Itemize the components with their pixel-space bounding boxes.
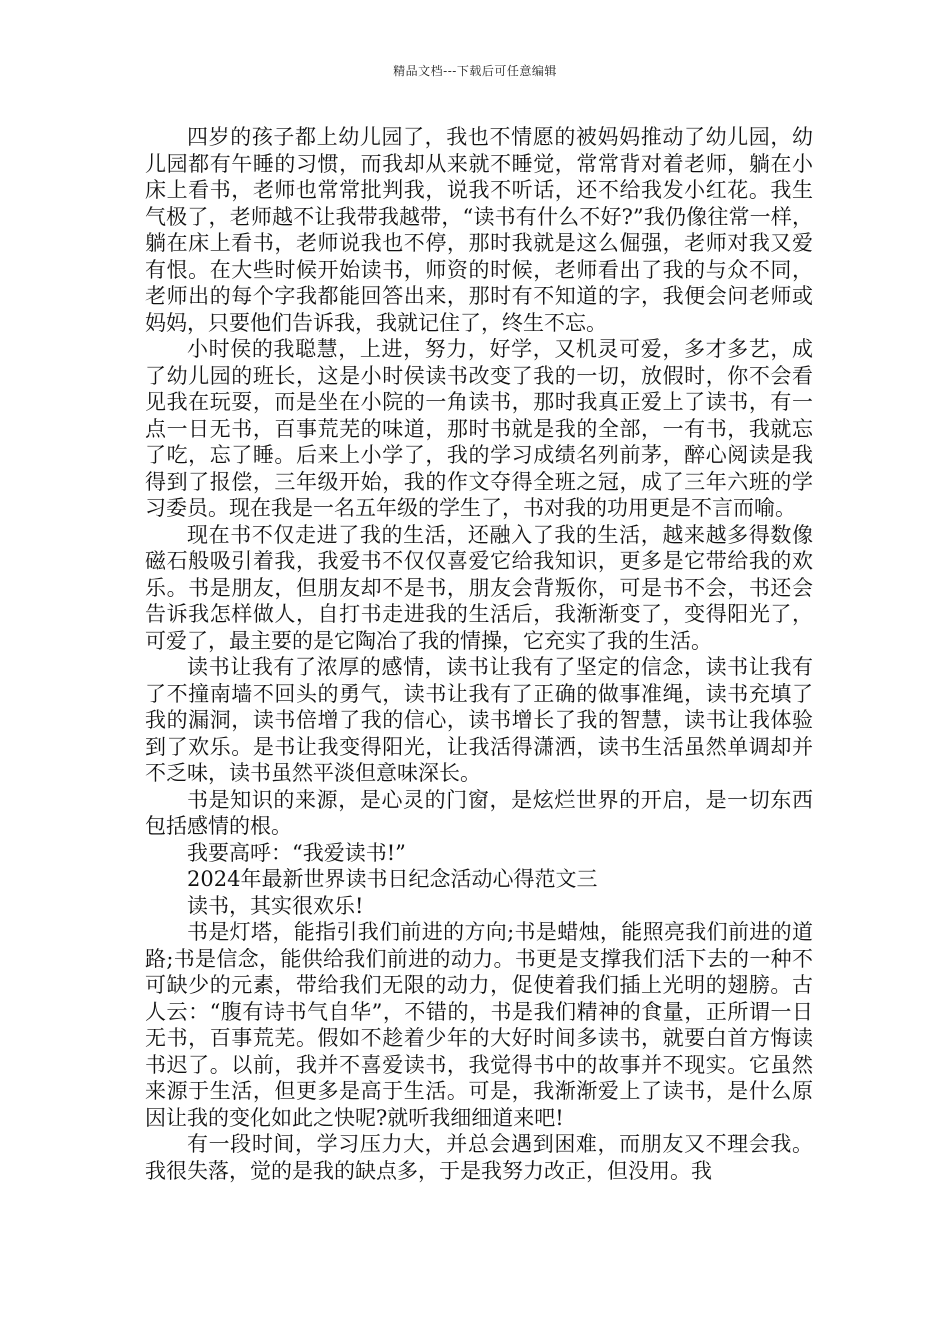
paragraph: 书是灯塔，能指引我们前进的方向;书是蜡烛，能照亮我们前进的道路;书是信念，能供给我们前进的动力。书更是支撑我们活下去的一种不可缺少的元素，带给我们无限的动力，促使着我们插上光明的翅膀。古人云：“腹有诗书气自华”，不错的，书是我们精神的食量，正所谓一日无书，百事荒芜。假如不趁着少年的大好时间多读书，就要白首方悔读书迟了。以前，我并不喜爱读书，我觉得书中的故事并不现实。它虽然来源于生活，但更多是高于生活。可是，我渐渐爱上了读书，是什么原因让我的变化如此之快呢?就听我细细道来吧! bbox=[145, 920, 813, 1130]
page-header: 精品文档---下载后可任意编辑 bbox=[393, 64, 557, 78]
section-subtitle: 读书，其实很欢乐! bbox=[187, 893, 364, 918]
document-body bbox=[145, 124, 813, 1184]
paragraph: 我要高呼：“我爱读书!” bbox=[187, 840, 406, 865]
paragraph: 四岁的孩子都上幼儿园了，我也不情愿的被妈妈推动了幼儿园，幼儿园都有午睡的习惯，而我却从来就不睡觉，常常背对着老师，躺在小床上看书，老师也常常批判我，说我不听话，还不给我发小红花。我生气极了，老师越不让我带我越带，“读书有什么不好?”我仍像往常一样，躺在床上看书，老师说我也不停，那时我就是这么倔强，老师对我又爱有恨。在大些时候开始读书，师资的时候，老师看出了我的与众不同，老师出的每个字我都能回答出来，那时有不知道的字，我便会问老师或妈妈，只要他们告诉我，我就记住了，终生不忘。 bbox=[145, 125, 813, 335]
paragraph: 书是知识的来源，是心灵的门窗，是炫烂世界的开启，是一切东西包括感情的根。 bbox=[145, 787, 813, 838]
section-title: 2024年最新世界读书日纪念活动心得范文三 bbox=[187, 867, 598, 891]
paragraph: 小时侯的我聪慧，上进，努力，好学，又机灵可爱，多才多艺，成了幼儿园的班长，这是小时侯读书改变了我的一切，放假时，你不会看见我在玩耍，而是坐在小院的一角读书，那时我真正爱上了读书，有一点一日无书，百事荒芜的味道，那时书就是我的全部，一有书，我就忘了吃，忘了睡。后来上小学了，我的学习成绩名列前茅，醉心阅读是我得到了报偿，三年级开始，我的作文夺得全班之冠，成了三年六班的学习委员。现在我是一名五年级的学生了，书对我的功用更是不言而喻。 bbox=[145, 337, 813, 520]
paragraph: 现在书不仅走进了我的生活，还融入了我的生活，越来越多得数像磁石般吸引着我，我爱书不仅仅喜爱它给我知识，更多是它带给我的欢乐。书是朋友，但朋友却不是书，朋友会背叛你，可是书不会，书还会告诉我怎样做人，自打书走进我的生活后，我渐渐变了，变得阳光了，可爱了，最主要的是它陶冶了我的情操，它充实了我的生活。 bbox=[145, 522, 813, 653]
paragraph: 有一段时间，学习压力大，并总会遇到困难，而朋友又不理会我。我很失落，觉的是我的缺点多，于是我努力改正，但没用。我 bbox=[145, 1132, 813, 1183]
paragraph: 读书让我有了浓厚的感情，读书让我有了坚定的信念，读书让我有了不撞南墙不回头的勇气，读书让我有了正确的做事准绳，读书充填了我的漏洞，读书倍增了我的信心，读书增长了我的智慧，读书让我体验到了欢乐。是书让我变得阳光，让我活得潇洒，读书生活虽然单调却并不乏味，读书虽然平淡但意味深长。 bbox=[145, 655, 813, 785]
